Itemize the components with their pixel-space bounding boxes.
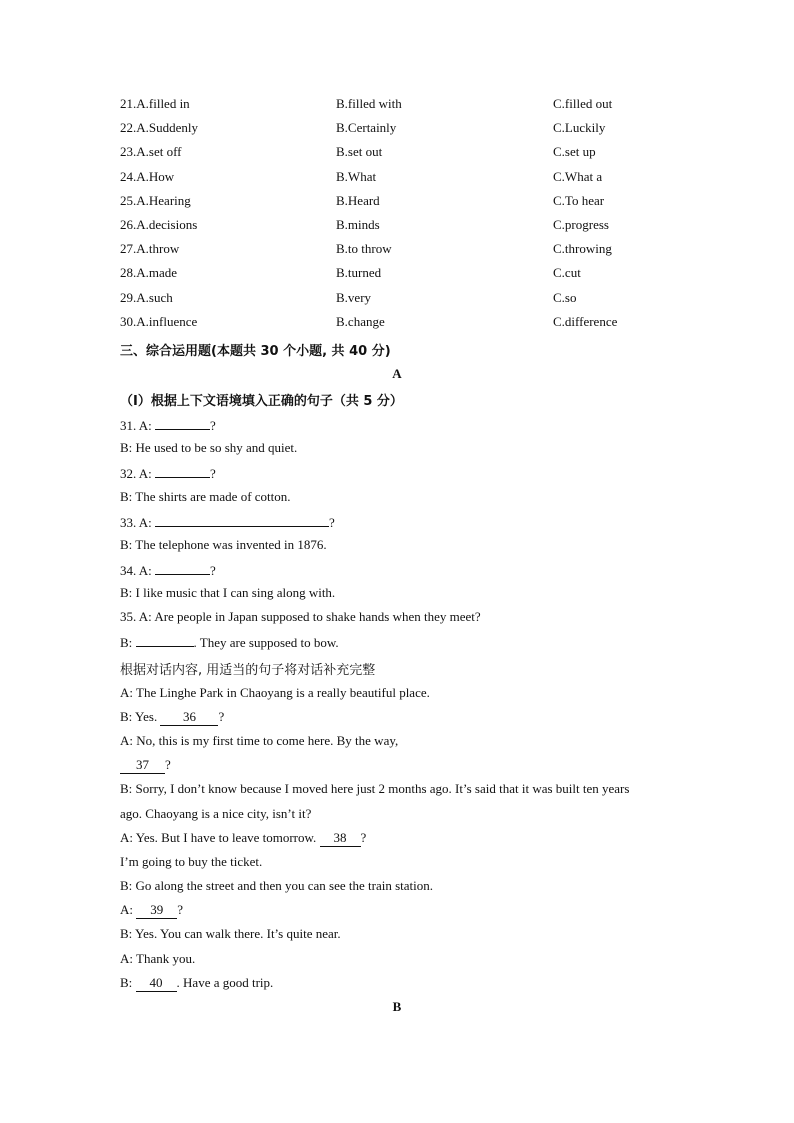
- part-b-label: B: [392, 999, 402, 1014]
- option-row: [120, 144, 680, 164]
- blank-38[interactable]: 38: [320, 830, 361, 847]
- option-a: 28.A.made: [120, 265, 178, 281]
- q34-blank[interactable]: [155, 561, 210, 575]
- dialogue-line: A: Yes. But I have to leave tomorrow. 38 ?: [120, 830, 367, 845]
- option-a: 30.A.influence: [120, 313, 198, 329]
- option-a: 24.A.How: [120, 168, 175, 184]
- option-c: C.progress: [553, 217, 609, 232]
- option-a: 29.A.such: [120, 289, 173, 305]
- dialogue-line: A: Thank you.: [120, 951, 196, 966]
- option-a: 25.A.Hearing: [120, 192, 191, 208]
- dialogue-line: 37 ?: [120, 757, 171, 774]
- option-b: B.to throw: [336, 241, 392, 257]
- q35-blank[interactable]: [136, 633, 194, 647]
- option-b: B.filled with: [336, 96, 402, 111]
- q31-blank[interactable]: [155, 416, 210, 430]
- blank-40[interactable]: 40: [136, 975, 177, 992]
- option-c: C.so: [553, 289, 577, 305]
- option-row: [120, 217, 680, 237]
- dialogue-line: B: Yes. 36 ?: [120, 709, 225, 724]
- option-row: [120, 241, 680, 261]
- q33-question: 33. A: ?: [120, 515, 335, 530]
- q31-question: 31. A: ?: [120, 418, 216, 433]
- blank-39[interactable]: 39: [136, 902, 177, 919]
- blank-37[interactable]: 37: [120, 757, 165, 774]
- option-a: 26.A.decisions: [120, 217, 198, 232]
- option-b: B.turned: [336, 265, 382, 281]
- part-a-label: A: [392, 366, 402, 381]
- dialogue-line: ago. Chaoyang is a nice city, isn’t it?: [120, 806, 312, 821]
- option-c: C.Luckily: [553, 120, 606, 136]
- option-b: B.Certainly: [336, 120, 397, 136]
- option-a: 23.A.set off: [120, 144, 182, 160]
- option-a: 27.A.throw: [120, 241, 180, 257]
- q32-blank[interactable]: [155, 464, 210, 478]
- option-b: B.set out: [336, 144, 383, 160]
- option-b: B.What: [336, 168, 377, 184]
- q34-question: 34. A: ?: [120, 563, 216, 578]
- dialogue-heading: 根据对话内容, 用适当的句子将对话补充完整: [120, 663, 376, 678]
- dialogue-line: A: The Linghe Park in Chaoyang is a really beautiful place.: [120, 685, 430, 700]
- option-c: C.throwing: [553, 241, 612, 257]
- section3-heading: 三、综合运用题(本题共 30 个小题, 共 40 分): [120, 344, 391, 359]
- option-row: [120, 120, 680, 140]
- option-row: [120, 96, 680, 116]
- option-c: C.cut: [553, 265, 581, 281]
- q32-question: 32. A: ?: [120, 466, 216, 481]
- dialogue-line: B: Sorry, I don’t know because I moved here just 2 months ago. It’s said that it was built ten years: [120, 781, 630, 796]
- option-c: C.set up: [553, 144, 596, 160]
- option-row: [120, 265, 680, 285]
- q34-answer: B: I like music that I can sing along with.: [120, 585, 336, 600]
- option-b: B.minds: [336, 217, 380, 232]
- option-c: C.To hear: [553, 192, 605, 208]
- option-a: 21.A.filled in: [120, 96, 190, 111]
- option-c: C.What a: [553, 168, 603, 184]
- q35-question: 35. A: Are people in Japan supposed to shake hands when they meet?: [120, 609, 481, 624]
- option-c: C.difference: [553, 313, 618, 329]
- q35-answer: B: . They are supposed to bow.: [120, 635, 339, 650]
- dialogue-line: B: 40 . Have a good trip.: [120, 975, 274, 990]
- blank-36[interactable]: 36: [160, 709, 218, 726]
- option-row: [120, 193, 680, 213]
- q32-answer: B: The shirts are made of cotton.: [120, 489, 291, 504]
- dialogue-line: A: No, this is my first time to come here. By the way,: [120, 733, 399, 748]
- option-row: [120, 290, 680, 310]
- q33-answer: B: The telephone was invented in 1876.: [120, 537, 327, 552]
- option-b: B.change: [336, 313, 385, 329]
- part-i-heading: （I）根据上下文语境填入正确的句子（共 5 分）: [120, 394, 403, 409]
- option-row: [120, 314, 680, 334]
- q31-answer: B: He used to be so shy and quiet.: [120, 440, 298, 455]
- q33-blank[interactable]: [155, 513, 329, 527]
- option-row: [120, 169, 680, 189]
- option-b: B.Heard: [336, 192, 380, 208]
- option-b: B.very: [336, 289, 372, 305]
- dialogue-line: I’m going to buy the ticket.: [120, 854, 263, 869]
- dialogue-line: B: Yes. You can walk there. It’s quite near.: [120, 926, 341, 941]
- option-a: 22.A.Suddenly: [120, 120, 198, 136]
- dialogue-line: B: Go along the street and then you can see the train station.: [120, 878, 433, 893]
- option-c: C.filled out: [553, 96, 613, 111]
- dialogue-line: A: 39 ?: [120, 902, 184, 917]
